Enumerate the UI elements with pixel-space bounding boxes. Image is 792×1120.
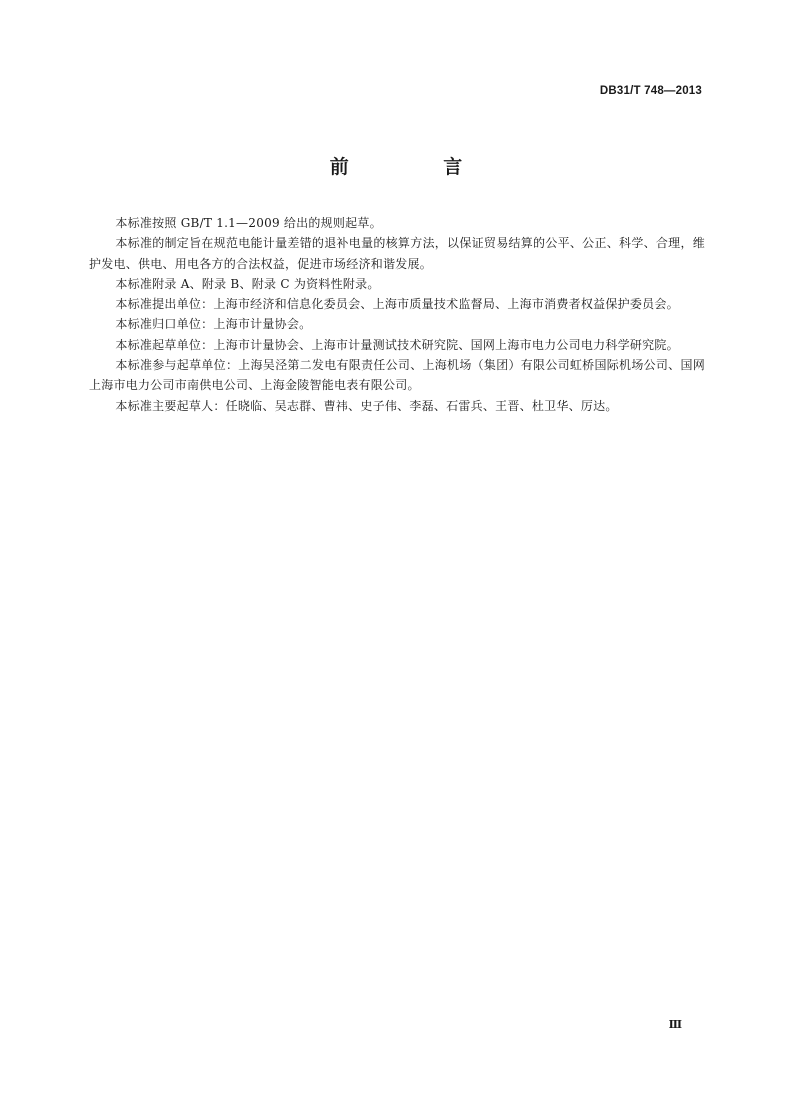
paragraph-proposers: 本标准提出单位：上海市经济和信息化委员会、上海市质量技术监督局、上海市消费者权益保护委员会。 xyxy=(115,297,679,312)
paragraph-main-drafters: 本标准主要起草人：任晓临、吴志群、曹祎、史子伟、李磊、石雷兵、王晋、杜卫华、厉达。 xyxy=(115,398,618,413)
page-number: Ⅲ xyxy=(668,1018,682,1031)
paragraph-drafting-rules: 本标准按照 GB/T 1.1—2009 给出的规则起草。 xyxy=(115,216,382,230)
paragraph-purpose: 本标准的制定旨在规范电能计量差错的退补电量的核算方法，以保证贸易结算的公平、公正、科学、合理，维护发电、供电、用电各方的合法权益，促进市场经济和谐发展。 xyxy=(89,236,705,271)
standard-code: DB31/T 748—2013 xyxy=(599,85,702,97)
paragraph-administrator: 本标准归口单位：上海市计量协会。 xyxy=(115,317,312,332)
page-title: 前 言 xyxy=(329,156,507,178)
foreword-body xyxy=(89,213,705,416)
paragraph-appendices: 本标准附录 A、附录 B、附录 C 为资料性附录。 xyxy=(115,276,380,291)
paragraph-participating-units: 本标准参与起草单位：上海吴泾第二发电有限责任公司、上海机场（集团）有限公司虹桥国际机场公司、国网上海市电力公司市南供电公司、上海金陵智能电表有限公司。 xyxy=(89,358,705,393)
paragraph-drafters-units: 本标准起草单位：上海市计量协会、上海市计量测试技术研究院、国网上海市电力公司电力科学研究院。 xyxy=(115,337,679,352)
